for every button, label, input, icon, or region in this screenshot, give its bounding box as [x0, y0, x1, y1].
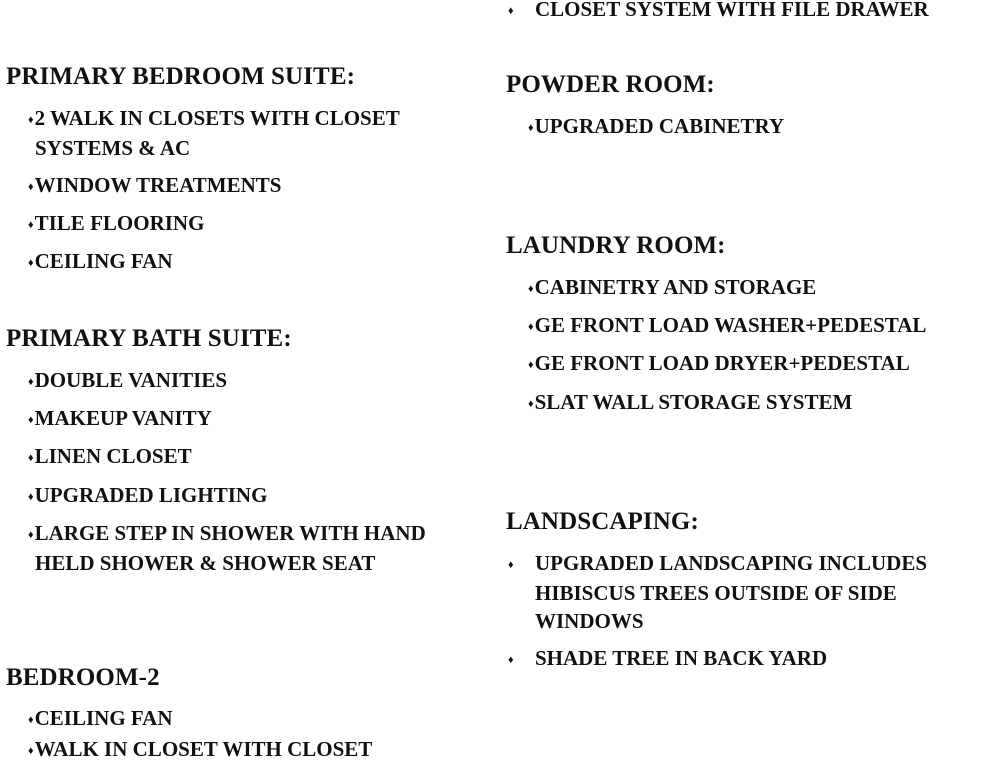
list-item	[528, 311, 926, 341]
list-item	[28, 442, 192, 472]
list-item	[528, 349, 910, 379]
list-item-text: MAKEUP VANITY	[34, 406, 212, 430]
diamond-bullet-icon: ♦	[508, 559, 514, 571]
list-item-text: CEILING FAN	[34, 706, 173, 730]
diamond-bullet-icon: ♦	[28, 376, 34, 388]
list-item	[28, 171, 281, 201]
list-item-text: GE FRONT LOAD DRYER+PEDESTAL	[534, 351, 910, 375]
list-item-continuation: HIBISCUS TREES OUTSIDE OF SIDE	[535, 581, 897, 605]
list-item-text: SHADE TREE IN BACK YARD	[535, 646, 828, 670]
diamond-bullet-icon: ♦	[528, 359, 534, 371]
diamond-bullet-icon: ♦	[528, 321, 534, 333]
list-item	[528, 112, 784, 142]
list-item-text: UPGRADED CABINETRY	[534, 114, 785, 138]
list-item	[28, 247, 173, 277]
laundry-room-heading: LAUNDRY ROOM:	[506, 232, 726, 259]
diamond-bullet-icon: ♦	[28, 529, 34, 541]
diamond-bullet-icon: ♦	[28, 714, 34, 726]
list-item	[28, 481, 267, 511]
list-item-text: LARGE STEP IN SHOWER WITH HAND	[34, 521, 426, 545]
diamond-bullet-icon: ♦	[28, 181, 34, 193]
diamond-bullet-icon: ♦	[528, 398, 534, 410]
list-item	[28, 519, 426, 577]
list-item-continuation: HELD SHOWER & SHOWER SEAT	[35, 551, 376, 575]
diamond-bullet-icon: ♦	[28, 491, 34, 503]
list-item	[506, 549, 927, 635]
list-item	[28, 704, 173, 734]
list-item-text: UPGRADED LIGHTING	[34, 483, 268, 507]
diamond-bullet-icon: ♦	[28, 257, 34, 269]
list-item-text: GE FRONT LOAD WASHER+PEDESTAL	[534, 313, 927, 337]
list-item-text: WINDOW TREATMENTS	[34, 173, 282, 197]
list-item	[528, 273, 816, 303]
list-item	[28, 735, 372, 765]
diamond-bullet-icon: ♦	[28, 114, 34, 126]
list-item-text: WALK IN CLOSET WITH CLOSET	[34, 737, 373, 761]
diamond-bullet-icon: ♦	[528, 283, 534, 295]
list-item-text: SLAT WALL STORAGE SYSTEM	[534, 390, 853, 414]
diamond-bullet-icon: ♦	[528, 122, 534, 134]
primary-bedroom-heading: PRIMARY BEDROOM SUITE:	[6, 63, 356, 90]
list-item-text: DOUBLE VANITIES	[34, 368, 228, 392]
list-item	[28, 209, 204, 239]
list-item	[28, 404, 212, 434]
list-item-text: CABINETRY AND STORAGE	[534, 275, 817, 299]
diamond-bullet-icon: ♦	[28, 452, 34, 464]
list-item-text: 2 WALK IN CLOSETS WITH CLOSET	[34, 106, 400, 130]
list-item-text: UPGRADED LANDSCAPING INCLUDES	[535, 551, 928, 575]
list-item-text: CLOSET SYSTEM WITH FILE DRAWER	[535, 0, 929, 21]
diamond-bullet-icon: ♦	[508, 5, 514, 17]
list-item	[506, 0, 929, 25]
primary-bath-heading: PRIMARY BATH SUITE:	[6, 325, 292, 352]
diamond-bullet-icon: ♦	[508, 654, 514, 666]
list-item-continuation: WINDOWS	[535, 609, 644, 633]
landscaping-heading: LANDSCAPING:	[506, 508, 699, 535]
list-item	[528, 388, 852, 418]
bedroom-2-heading: BEDROOM-2	[6, 664, 160, 691]
list-item-continuation: SYSTEMS & AC	[35, 136, 191, 160]
list-item	[28, 366, 227, 396]
list-item-text: LINEN CLOSET	[34, 444, 192, 468]
diamond-bullet-icon: ♦	[28, 219, 34, 231]
list-item	[506, 644, 827, 674]
diamond-bullet-icon: ♦	[28, 414, 34, 426]
diamond-bullet-icon: ♦	[28, 745, 34, 757]
list-item-text: CEILING FAN	[34, 249, 173, 273]
list-item-text: TILE FLOORING	[34, 211, 205, 235]
list-item	[28, 104, 400, 162]
powder-room-heading: POWDER ROOM:	[506, 71, 715, 98]
